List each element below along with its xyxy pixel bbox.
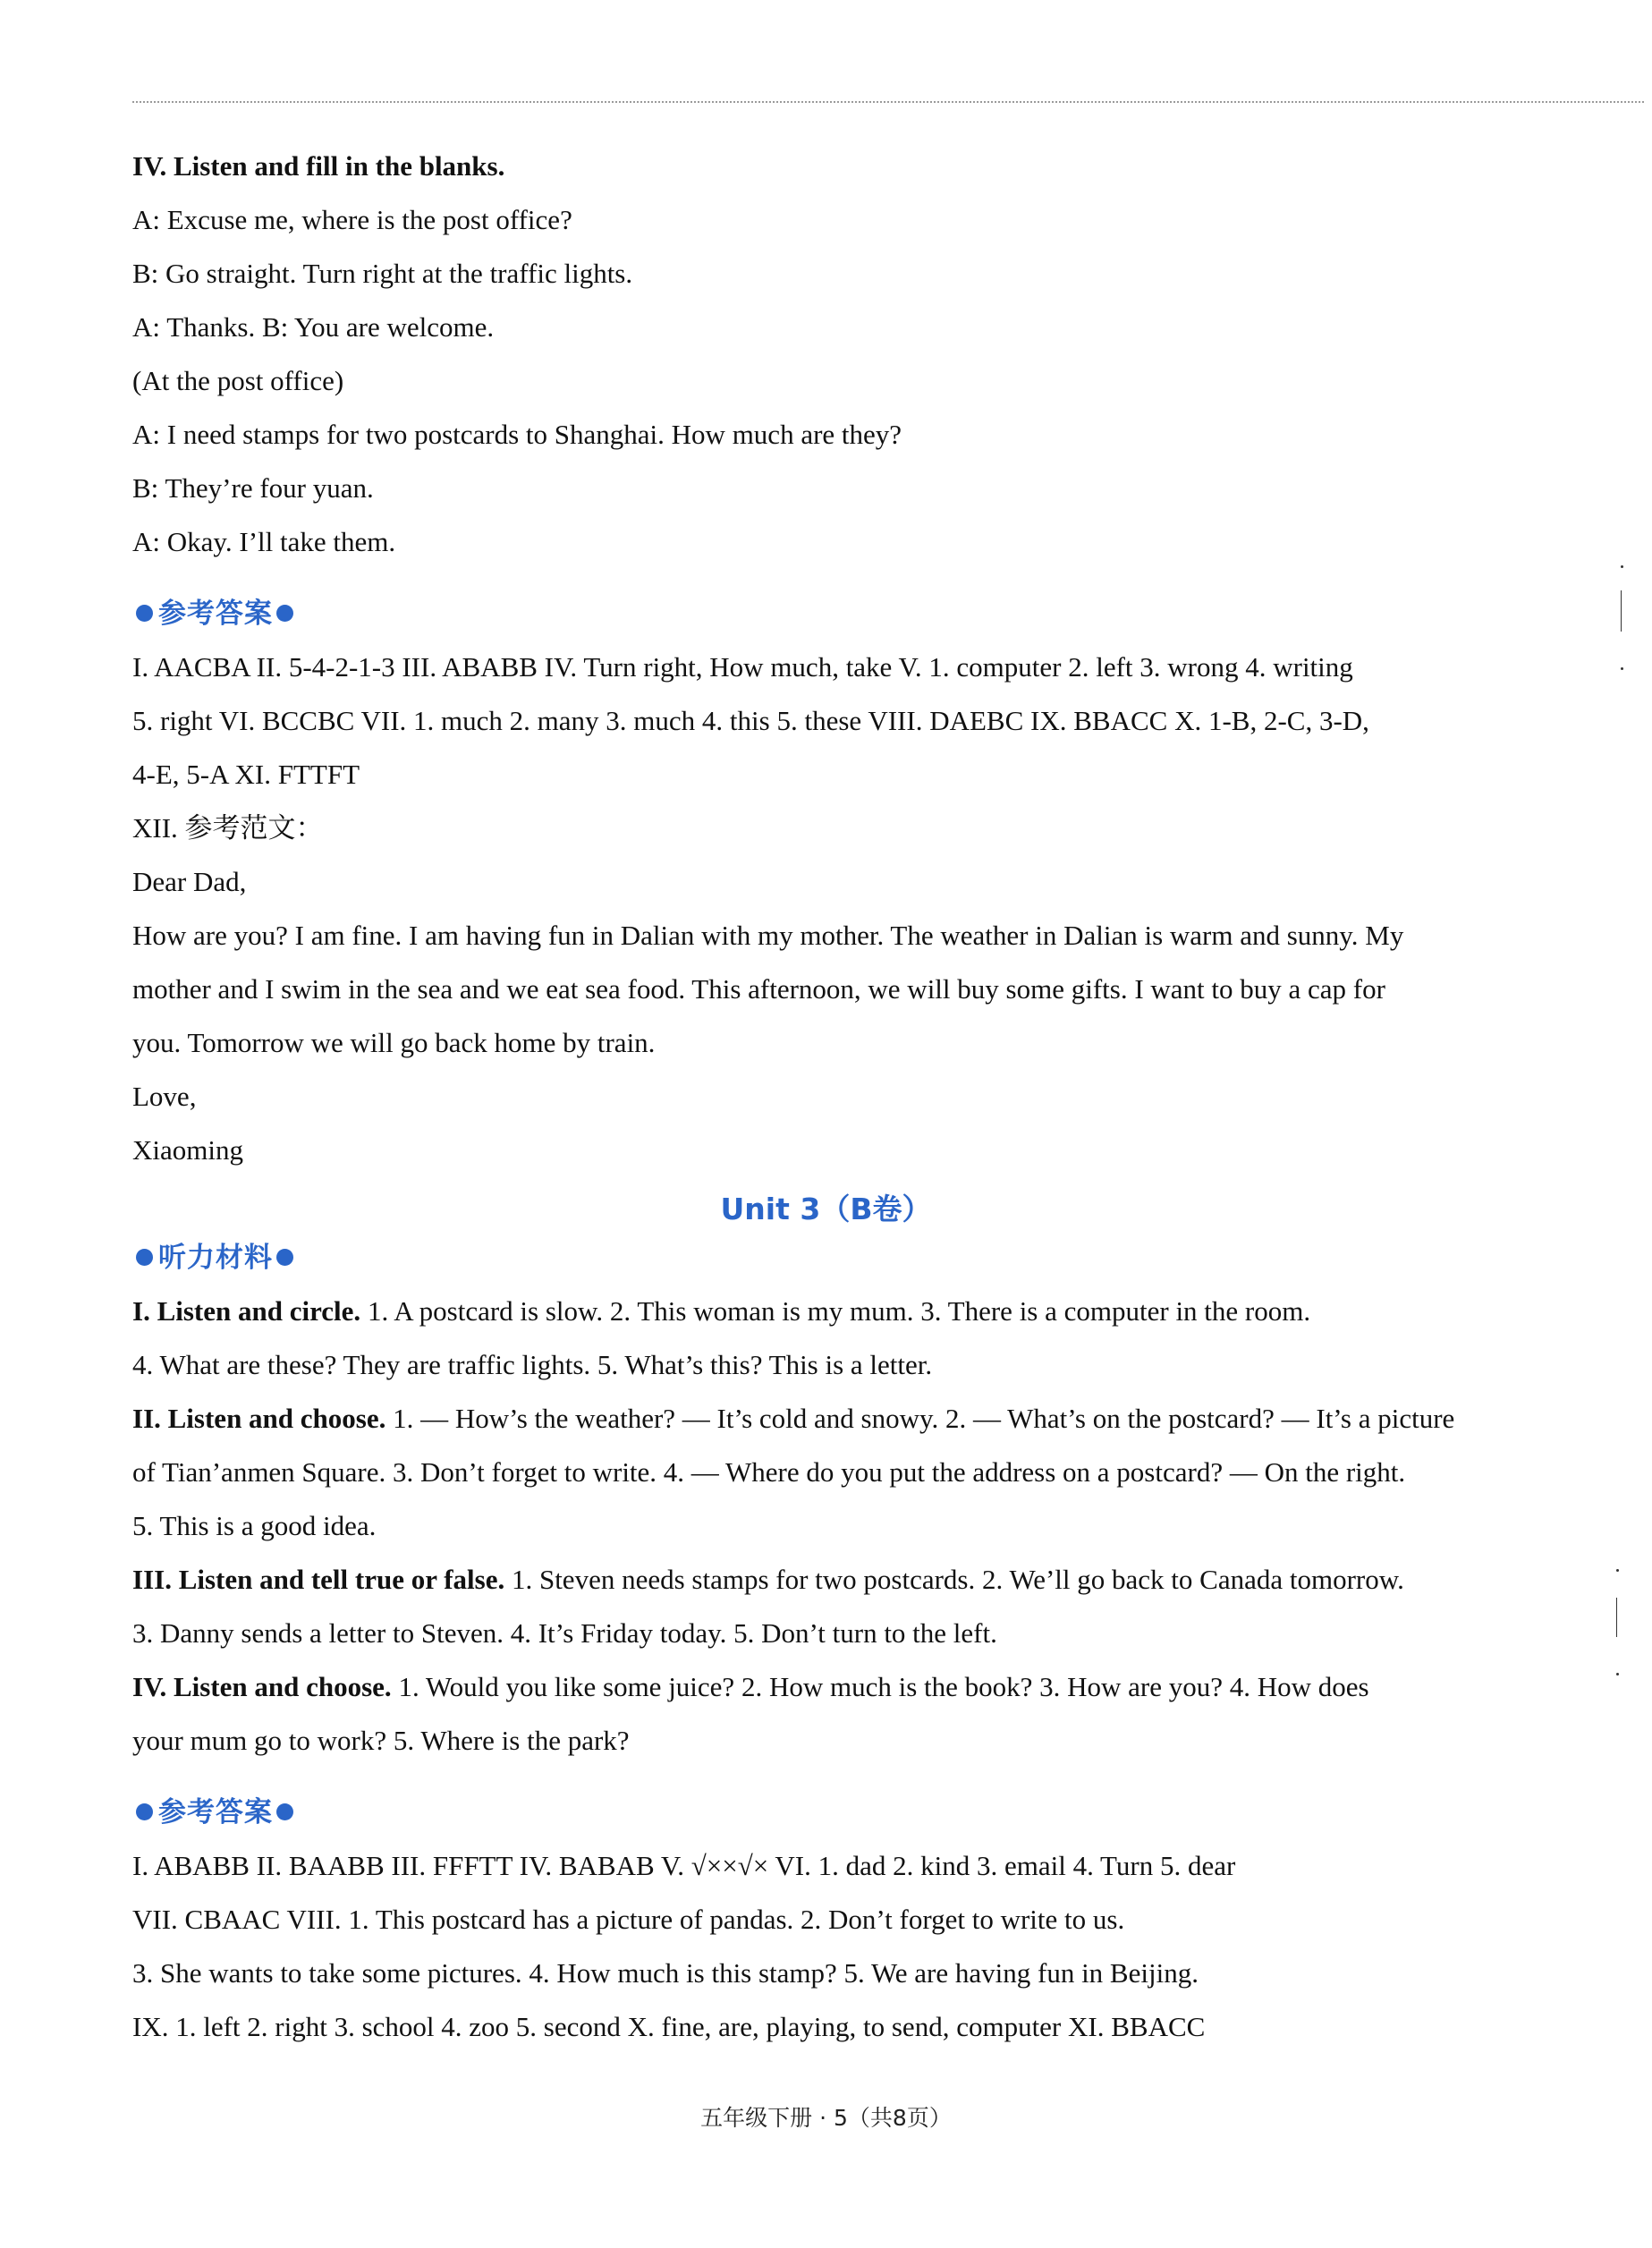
listening-line — [132, 1455, 1528, 1490]
dialogue-line: A: Excuse me, where is the post office? — [132, 204, 572, 235]
item-text: 1. A postcard is slow. 2. This woman is my mum. 3. There is a computer in the room. — [360, 1295, 1311, 1327]
listening-line — [132, 1616, 1528, 1651]
listening-line — [132, 1294, 1528, 1329]
answer-line: 4-E, 5-A XI. FTTFT — [132, 759, 360, 790]
bullet-dot-icon — [276, 1803, 293, 1820]
essay-line: Dear Dad, — [132, 866, 247, 897]
bullet-dot-icon — [136, 1249, 153, 1266]
answer-line: XII. 参考范文： — [132, 812, 324, 844]
item-label: IV. Listen and choose. — [132, 1671, 392, 1702]
margin-tick — [1616, 1598, 1617, 1637]
dialogue-line: A: I need stamps for two postcards to Shanghai. How much are they? — [132, 419, 902, 450]
essay-line: Xiaoming — [132, 1134, 243, 1166]
bullet-dot-icon — [276, 1249, 293, 1266]
essay-line: mother and I swim in the sea and we eat sea food. This afternoon, we will buy some gifts. I want to buy a cap for — [132, 973, 1385, 1005]
listening-line — [132, 1508, 1528, 1544]
listening-line — [132, 1347, 1528, 1383]
margin-dot — [1616, 1673, 1619, 1675]
answer-line: IX. 1. left 2. right 3. school 4. zoo 5. second X. fine, are, playing, to send, computer XI. BBACC — [132, 2011, 1206, 2042]
dialogue-line: A: Okay. I’ll take them. — [132, 526, 396, 557]
section-title: IV. Listen and fill in the blanks. — [132, 150, 505, 182]
answers-heading — [132, 1794, 1528, 1830]
essay-line: Love, — [132, 1081, 197, 1112]
item-text: 3. Danny sends a letter to Steven. 4. It’s Friday today. 5. Don’t turn to the left. — [132, 1617, 997, 1649]
essay-line: How are you? I am fine. I am having fun in Dalian with my mother. The weather in Dalian is warm and sunny. My — [132, 920, 1404, 951]
listening-line — [132, 1562, 1528, 1598]
margin-tick — [1621, 590, 1622, 632]
dialogue-line: (At the post office) — [132, 365, 344, 396]
answer-line: I. AACBA II. 5-4-2-1-3 III. ABABB IV. Turn right, How much, take V. 1. computer 2. left 3. wrong 4. writing — [132, 651, 1353, 683]
item-label: I. Listen and circle. — [132, 1295, 361, 1327]
dialogue-line: B: Go straight. Turn right at the traffic lights. — [132, 258, 633, 289]
answer-line: I. ABABB II. BAABB III. FFFTT IV. BABAB V. √××√× VI. 1. dad 2. kind 3. email 4. Turn 5. dear — [132, 1850, 1236, 1881]
top-dotted-rule — [132, 101, 1644, 103]
item-text: 1. Steven needs stamps for two postcards. 2. We’ll go back to Canada tomorrow. — [504, 1564, 1404, 1595]
margin-dot — [1616, 1569, 1619, 1572]
bullet-dot-icon — [276, 605, 293, 622]
item-text: your mum go to work? 5. Where is the park? — [132, 1725, 630, 1756]
answer-line: 5. right VI. BCCBC VII. 1. much 2. many 3. much 4. this 5. these VIII. DAEBC IX. BBACC X. 1-B, 2-C, 3-D, — [132, 705, 1369, 736]
dialogue-line: B: They’re four yuan. — [132, 472, 374, 504]
item-text: 1. — How’s the weather? — It’s cold and snowy. 2. — What’s on the postcard? — It’s a picture — [385, 1403, 1455, 1434]
bullet-dot-icon — [136, 1803, 153, 1820]
answers-heading-text: 参考答案 — [158, 1796, 273, 1828]
listening-line — [132, 1669, 1528, 1705]
answer-line: VII. CBAAC VIII. 1. This postcard has a picture of pandas. 2. Don’t forget to write to us. — [132, 1904, 1125, 1935]
essay-line: you. Tomorrow we will go back home by train. — [132, 1027, 656, 1058]
unit-title: Unit 3（B卷） — [720, 1192, 932, 1226]
margin-dot — [1621, 565, 1623, 568]
dialogue-line: A: Thanks. B: You are welcome. — [132, 311, 495, 343]
bullet-dot-icon — [136, 605, 153, 622]
answers-heading-text: 参考答案 — [158, 598, 273, 630]
answers-heading — [132, 596, 1528, 632]
listening-line — [132, 1723, 1528, 1759]
answer-line: 3. She wants to take some pictures. 4. How much is this stamp? 5. We are having fun in Beijing. — [132, 1957, 1199, 1989]
item-label: II. Listen and choose. — [132, 1403, 386, 1434]
item-text: 1. Would you like some juice? 2. How much is the book? 3. How are you? 4. How does — [391, 1671, 1369, 1702]
page-footer: 五年级下册 · 5（共8页） — [700, 2105, 952, 2131]
listening-heading-text: 听力材料 — [158, 1242, 273, 1274]
item-text: 4. What are these? They are traffic lights. 5. What’s this? This is a letter. — [132, 1349, 933, 1380]
listening-heading — [132, 1240, 1528, 1276]
item-text: 5. This is a good idea. — [132, 1510, 377, 1541]
margin-dot — [1621, 667, 1623, 670]
item-text: of Tian’anmen Square. 3. Don’t forget to write. 4. — Where do you put the address on a postcard? — On the right. — [132, 1456, 1406, 1488]
listening-line — [132, 1401, 1528, 1437]
item-label: III. Listen and tell true or false. — [132, 1564, 505, 1595]
